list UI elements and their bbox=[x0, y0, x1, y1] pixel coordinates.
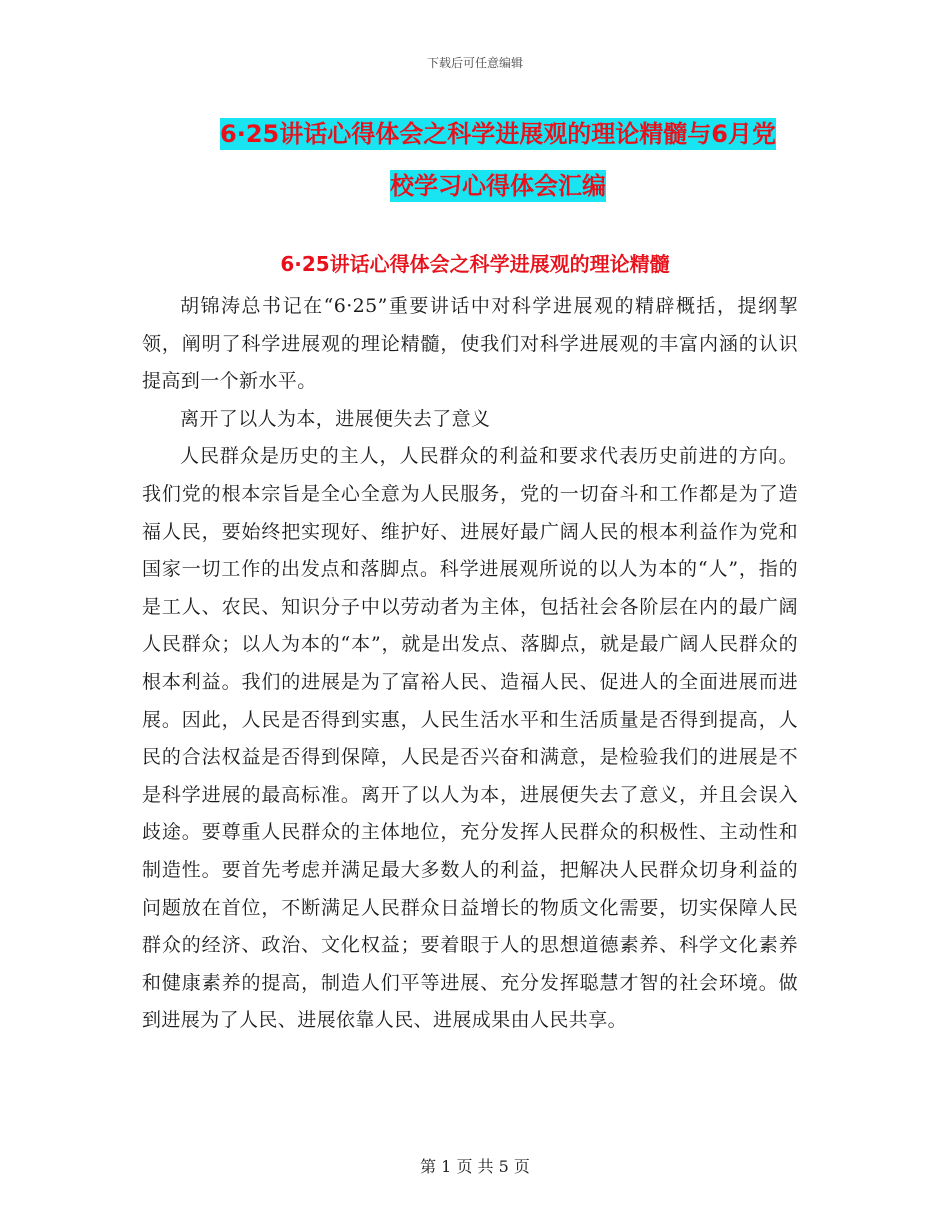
section-title: 6·25讲话心得体会之科学进展观的理论精髓 bbox=[280, 252, 670, 276]
document-title-line-1: 6·25讲话心得体会之科学进展观的理论精髓与6月党 bbox=[220, 120, 776, 148]
paragraph-main: 人民群众是历史的主人，人民群众的利益和要求代表历史前进的方向。我们党的根本宗旨是全心全意为人民服务，党的一切奋斗和工作都是为了造福人民，要始终把实现好、维护好、进展好最广阔人民的根本利益作为党和国家一切工作的出发点和落脚点。科学进展观所说的以人为本的“人”，指的是工人、农民、知识分子中以劳动者为主体，包括社会各阶层在内的最广阔人民群众；以人为本的“本”，就是出发点、落脚点，就是最广阔人民群众的根本利益。我们的进展是为了富裕人民、造福人民、促进人的全面进展而进展。因此，人民是否得到实惠，人民生活水平和生活质量是否得到提高，人民的合法权益是否得到保障，人民是否兴奋和满意，是检验我们的进展是不是科学进展的最高标准。离开了以人为本，进展便失去了意义，并且会误入歧途。要尊重人民群众的主体地位，充分发挥人民群众的积极性、主动性和制造性。要首先考虑并满足最大多数人的利益，把解决人民群众切身利益的问题放在首位，不断满足人民群众日益增长的物质文化需要，切实保障人民群众的经济、政治、文化权益；要着眼于人的思想道德素养、科学文化素养和健康素养的提高，制造人们平等进展、充分发挥聪慧才智的社会环境。做到进展为了人民、进展依靠人民、进展成果由人民共享。 bbox=[142, 445, 798, 1032]
paragraph-intro: 胡锦涛总书记在“6·25”重要讲话中对科学进展观的精辟概括，提纲挈领，阐明了科学进展观的理论精髓，使我们对科学进展观的丰富内涵的认识提高到一个新水平。 bbox=[142, 295, 798, 393]
document-title-line-2: 校学习心得体会汇编 bbox=[390, 172, 606, 200]
page-number: 第 1 页 共 5 页 bbox=[420, 1157, 530, 1176]
document-body bbox=[142, 288, 798, 1040]
document-title bbox=[150, 108, 846, 212]
page-header-note: 下载后可任意编辑 bbox=[426, 56, 523, 70]
paragraph-subheading: 离开了以人为本，进展便失去了意义 bbox=[180, 407, 491, 430]
